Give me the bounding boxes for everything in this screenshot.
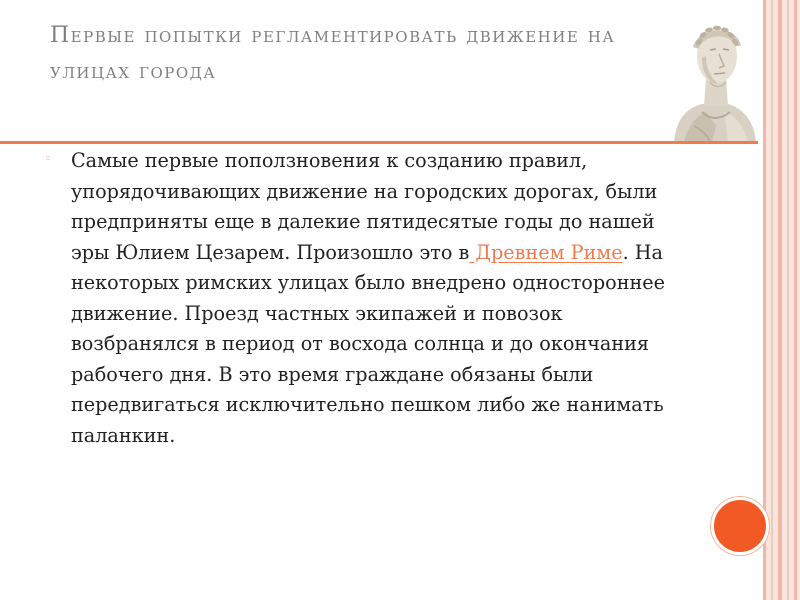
body-text-end: . На некоторых римских улицах было внедрено одностороннее движение. Проезд частных экипажей и повозок возбранялся в период от восхода солнца и до окончания рабочего дня. В это время граждане обязаны были передвигаться исключительно пешком либо же нанимать паланкин. [71, 240, 665, 447]
bullet-icon: ◦ [44, 152, 52, 167]
content-area [44, 146, 694, 451]
frame-stripe [771, 0, 773, 600]
frame-stripe [794, 0, 797, 600]
link-ancient-rome[interactable]: Древнем Риме [469, 240, 623, 264]
frame-stripe [778, 0, 782, 600]
frame-stripe [787, 0, 789, 600]
body-text-start: Самые первые поползновения к созданию правил, упорядочивающих движение на городских дорогах, были предприняты еще в далекие пятидесятые годы до нашей эры Юлием Цезарем. Произошло это в [71, 149, 658, 264]
caesar-bust-image [672, 8, 758, 142]
title-divider [0, 141, 758, 144]
slide-title: Первые попытки регламентировать движение на улицах города [50, 23, 616, 84]
decorative-circle [711, 497, 769, 555]
body-text [71, 146, 694, 451]
bullet-paragraph [44, 146, 694, 451]
